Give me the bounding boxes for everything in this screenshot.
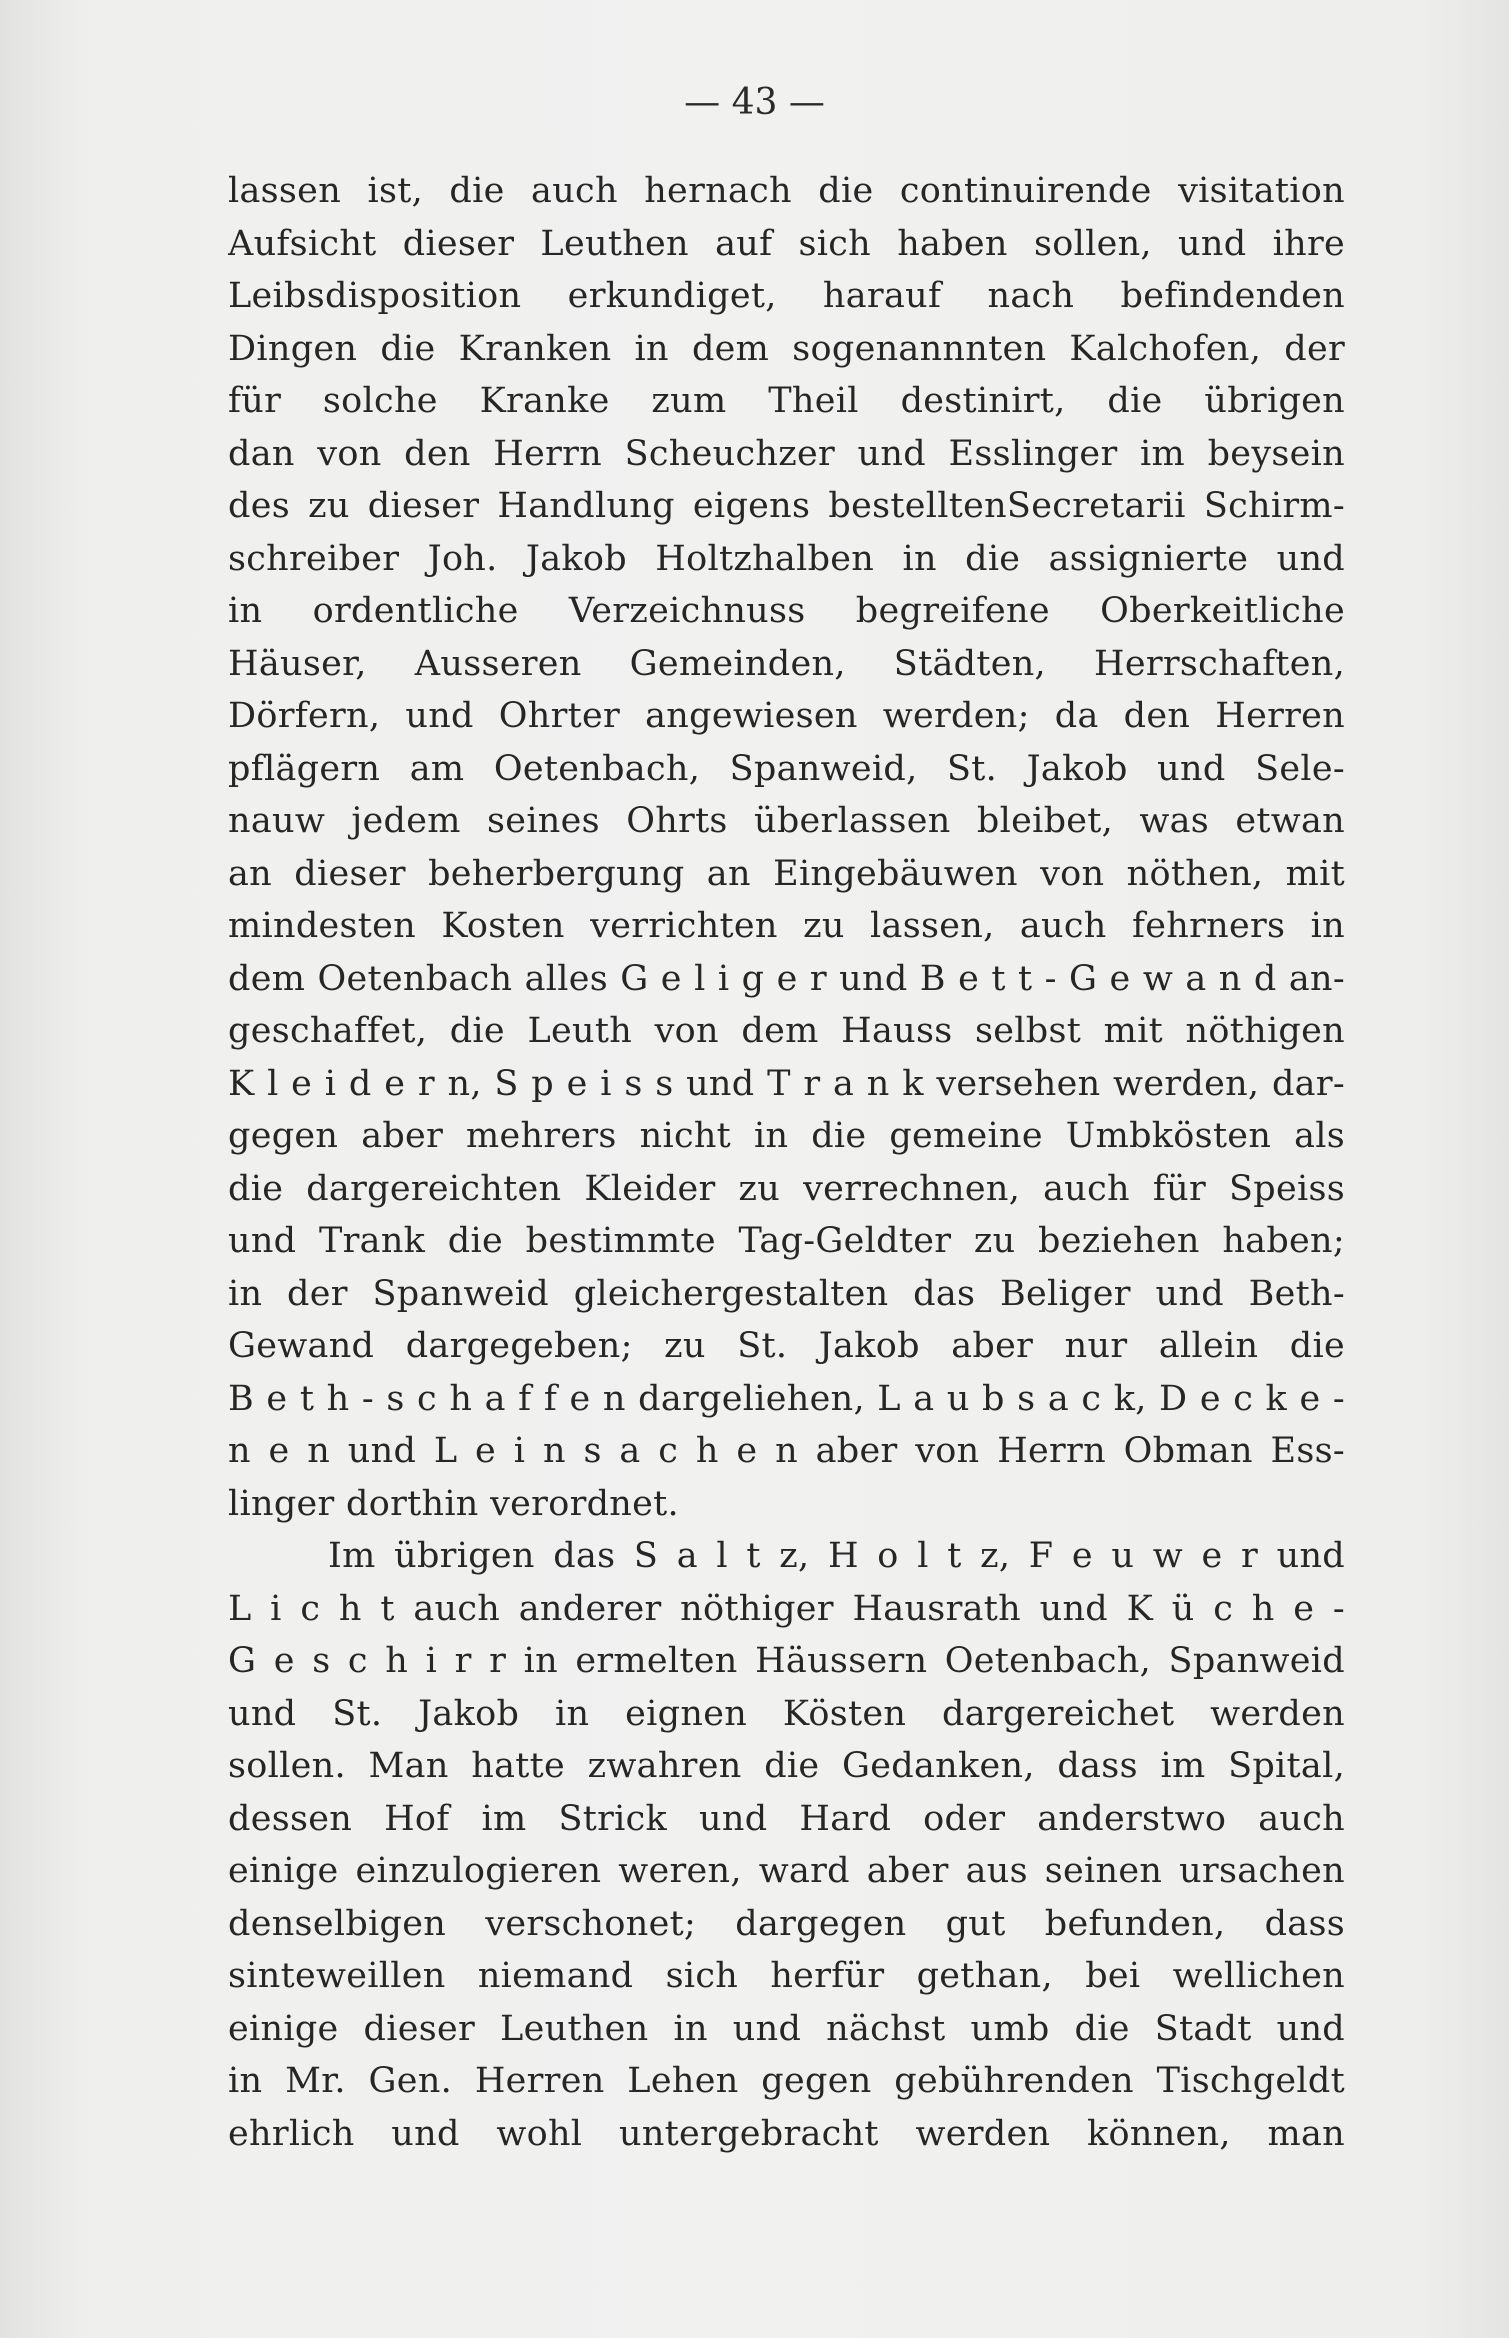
text-line: dessen Hof im Strick und Hard oder anderstwo auch (228, 1798, 1345, 1839)
text-line: schreiber Joh. Jakob Holtzhalben in die assignierte und (228, 538, 1345, 579)
text-line: gegen aber mehrers nicht in die gemeine Umbkösten als (228, 1116, 1345, 1156)
paragraph-1 (228, 165, 1345, 1530)
text-line: n e n und L e i n s a c h e n aber von Herrn Obman Ess- (228, 1431, 1345, 1471)
text-line: ehrlich und wohl untergebracht werden können, man (228, 2113, 1345, 2154)
text-line: in der Spanweid gleichergestalten das Beliger und Beth- (228, 1273, 1345, 1314)
text-line: Aufsicht dieser Leuthen auf sich haben sollen, und ihre (228, 223, 1345, 264)
text-line: einige einzulogieren weren, ward aber aus seinen ursachen (228, 1851, 1345, 1891)
text-line: dan von den Herrn Scheuchzer und Esslinger im beysein (228, 433, 1345, 474)
text-line: des zu dieser Handlung eigens bestelltenSecretarii Schirm- (228, 486, 1345, 526)
text-line: Häuser, Ausseren Gemeinden, Städten, Herrschaften, (228, 643, 1345, 684)
text-line: Dingen die Kranken in dem sogenannnten Kalchofen, der (228, 328, 1345, 369)
text-line: Im übrigen das S a l t z, H o l t z, F e u w e r und (328, 1536, 1345, 1576)
text-line: Dörfern, und Ohrter angewiesen werden; da den Herren (228, 696, 1345, 736)
text-line: in ordentliche Verzeichnuss begreifene Oberkeitliche (228, 591, 1345, 631)
text-line: für solche Kranke zum Theil destinirt, die übrigen (228, 381, 1345, 421)
text-line: nauw jedem seines Ohrts überlassen bleibet, was etwan (228, 801, 1345, 841)
text-line: und St. Jakob in eignen Kösten dargereichet werden (228, 1693, 1345, 1734)
text-line: G e s c h i r r in ermelten Häussern Oetenbach, Spanweid (228, 1641, 1345, 1681)
text-line: lassen ist, die auch hernach die continuirende visitation (228, 171, 1345, 211)
page-number: — 43 — (684, 82, 825, 123)
text-line: die dargereichten Kleider zu verrechnen, auch für Speiss (228, 1168, 1345, 1209)
text-line: linger dorthin verordnet. (228, 1483, 679, 1524)
text-line: L i c h t auch anderer nöthiger Hausrath und K ü c h e - (228, 1588, 1345, 1629)
text-line: und Trank die bestimmte Tag-Geldter zu beziehen haben; (228, 1221, 1345, 1261)
text-line: geschaffet, die Leuth von dem Hauss selbst mit nöthigen (228, 1011, 1345, 1051)
text-line: mindesten Kosten verrichten zu lassen, auch fehrners in (228, 906, 1345, 946)
text-line: sinteweillen niemand sich herfür gethan, bei wellichen (228, 1956, 1345, 1996)
text-line: dem Oetenbach alles G e l i g e r und B e t t - G e w a n d an- (228, 958, 1345, 999)
body-text (228, 165, 1345, 2160)
text-line: in Mr. Gen. Herren Lehen gegen gebührenden Tischgeldt (228, 2061, 1345, 2101)
text-line: denselbigen verschonet; dargegen gut befunden, dass (228, 1903, 1345, 1944)
text-line: Leibsdisposition erkundiget, harauf nach befindenden (228, 276, 1345, 316)
text-line: an dieser beherbergung an Eingebäuwen von nöthen, mit (228, 853, 1345, 894)
paragraph-2 (228, 1530, 1345, 2160)
text-line: B e t h - s c h a f f e n dargeliehen, L a u b s a c k, D e c k e - (228, 1378, 1345, 1419)
text-line: K l e i d e r n, S p e i s s und T r a n k versehen werden, dar- (228, 1063, 1345, 1104)
text-line: pflägern am Oetenbach, Spanweid, St. Jakob und Sele- (228, 748, 1345, 789)
text-line: sollen. Man hatte zwahren die Gedanken, dass im Spital, (228, 1746, 1345, 1786)
text-line: Gewand dargegeben; zu St. Jakob aber nur allein die (228, 1326, 1345, 1366)
text-line: einige dieser Leuthen in und nächst umb die Stadt und (228, 2008, 1345, 2049)
